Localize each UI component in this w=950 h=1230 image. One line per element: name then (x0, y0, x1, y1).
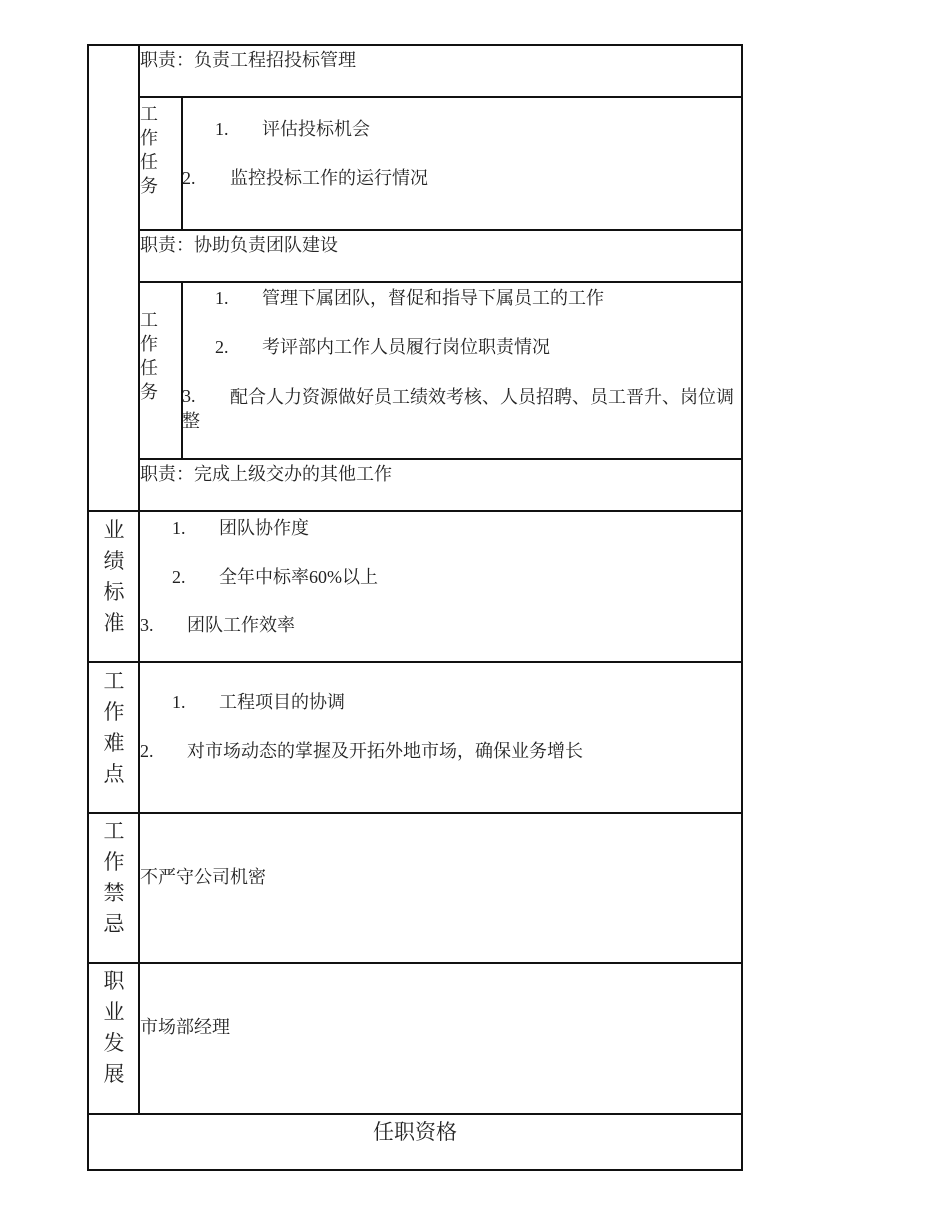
item-number: 1. (172, 518, 186, 538)
table-bottom-border (87, 1169, 743, 1171)
item-text: 工程项目的协调 (219, 692, 345, 712)
task-text: 监控投标工作的运行情况 (230, 168, 428, 188)
item-number: 2. (140, 741, 154, 761)
task-number: 2. (182, 168, 196, 188)
item-text: 团队协作度 (219, 518, 309, 538)
performance-label: 业绩标准 (103, 518, 125, 635)
task-number: 1. (215, 288, 229, 308)
task-text: 管理下属团队，督促和指导下属员工的工作 (262, 288, 604, 308)
row-divider (138, 96, 743, 98)
task-label-divider-1 (181, 97, 183, 230)
duty-1-title: 职责：负责工程招投标管理 (140, 50, 356, 70)
task-text: 配合人力资源做好员工绩效考核、人员招聘、员工晋升、岗位调整 (182, 387, 734, 431)
qualifications-title: 任职资格 (373, 1120, 457, 1144)
duty-3-title: 职责：完成上级交办的其他工作 (140, 464, 392, 484)
table-top-border (87, 44, 743, 46)
table-left-border (87, 44, 89, 1171)
label-column-divider (138, 44, 140, 1114)
difficulties-label: 工作难点 (103, 669, 125, 786)
row-divider (87, 510, 743, 512)
item-text: 对市场动态的掌握及开拓外地市场，确保业务增长 (187, 741, 583, 761)
prohibitions-label: 工作禁忌 (103, 819, 125, 936)
item-text: 团队工作效率 (187, 615, 295, 635)
row-divider (87, 661, 743, 663)
row-divider (138, 458, 743, 460)
item-number: 1. (172, 692, 186, 712)
career-label: 职业发展 (103, 969, 125, 1086)
row-divider (87, 812, 743, 814)
item-text: 全年中标率60%以上 (219, 567, 378, 587)
row-divider (138, 281, 743, 283)
row-divider (87, 1113, 743, 1115)
task-number: 1. (215, 119, 229, 139)
row-divider (87, 962, 743, 964)
career-text: 市场部经理 (140, 1017, 230, 1037)
item-number: 2. (172, 567, 186, 587)
duty-2-title: 职责：协助负责团队建设 (140, 235, 338, 255)
duty-2-task-label: 工作任务 (140, 310, 158, 402)
duty-1-task-label: 工作任务 (140, 104, 158, 196)
prohibitions-text: 不严守公司机密 (140, 867, 266, 887)
table-right-border (741, 44, 743, 1171)
task-text: 考评部内工作人员履行岗位职责情况 (262, 337, 550, 357)
row-divider (138, 229, 743, 231)
task-text: 评估投标机会 (262, 119, 370, 139)
task-number: 2. (215, 337, 229, 357)
task-number: 3. (182, 386, 196, 406)
item-number: 3. (140, 615, 154, 635)
